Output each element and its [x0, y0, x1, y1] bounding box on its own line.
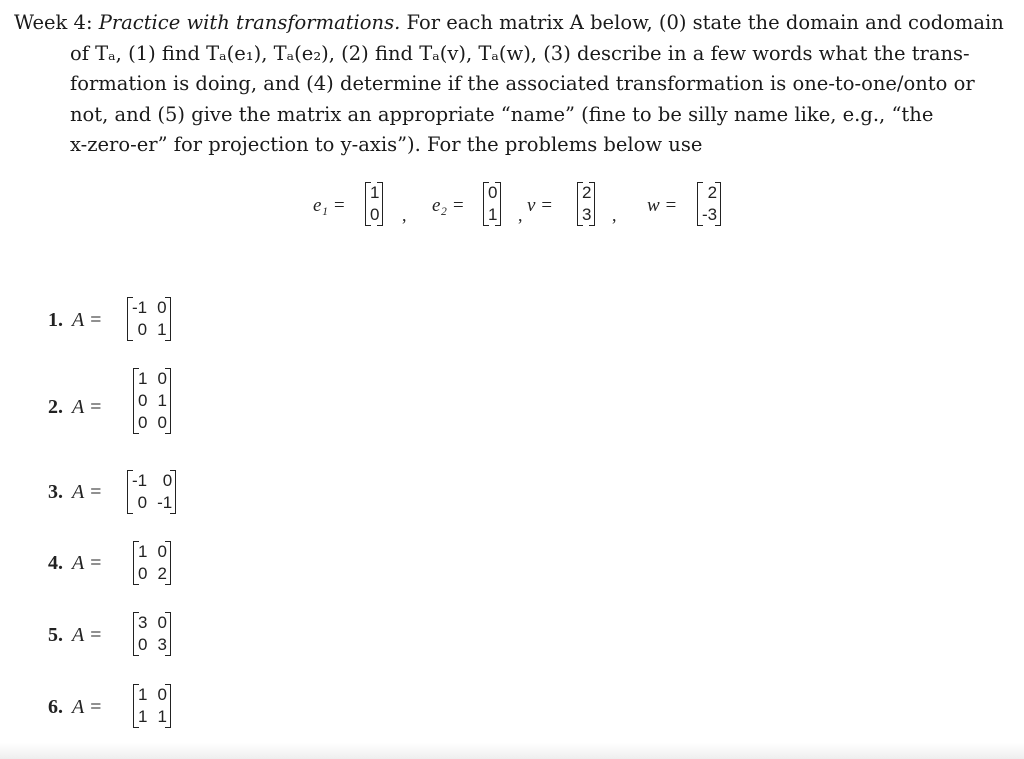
- matrix-entry: 1: [488, 205, 498, 224]
- problem-5: [48, 624, 102, 647]
- matrix-entry: 0: [157, 298, 167, 317]
- matrix-entry: 3: [157, 635, 167, 654]
- matrix-label: A =: [72, 696, 103, 718]
- v-vector: [577, 182, 595, 226]
- week-label: Week 4:: [14, 11, 93, 34]
- problem-4-matrix: [133, 541, 171, 585]
- matrix-entry: 1: [370, 183, 380, 202]
- problem-1-matrix: [127, 297, 171, 341]
- instructions-paragraph: [14, 8, 1004, 161]
- matrix-entry: 0: [162, 471, 173, 490]
- matrix-entry: 0: [138, 413, 148, 432]
- matrix-entry: 0: [138, 391, 148, 410]
- problem-5-matrix: [133, 612, 171, 656]
- instructions-line-1: Week 4: Practice with transformations. For each matrix A below, (0) state the domain and codomain: [14, 11, 1004, 34]
- e2-label: e₂ =: [432, 195, 465, 216]
- problem-3: [48, 481, 102, 504]
- instructions-line-5: x-zero-er” for projection to y-axis”). For the problems below use: [70, 133, 703, 156]
- w-label: w =: [647, 195, 678, 216]
- matrix-entry: -1: [132, 471, 148, 490]
- matrix-entry: 1: [157, 391, 167, 410]
- matrix-label: A =: [72, 309, 103, 331]
- matrix-entry: 0: [370, 205, 380, 224]
- matrix-entry: 0: [137, 493, 148, 512]
- separator-comma: ,: [612, 205, 617, 225]
- matrix-entry: 0: [488, 183, 498, 202]
- problem-2-matrix: [133, 368, 171, 434]
- matrix-entry: 0: [157, 542, 167, 561]
- matrix-entry: -1: [157, 493, 173, 512]
- problem-6: [48, 696, 102, 719]
- matrix-label: A =: [72, 552, 103, 574]
- matrix-entry: 2: [157, 564, 167, 583]
- problem-6-matrix: [133, 684, 171, 728]
- e2-vector: [483, 182, 501, 226]
- matrix-label: A =: [72, 624, 103, 646]
- matrix-entry: 0: [157, 685, 167, 704]
- v-label: v =: [527, 195, 554, 216]
- section-title: Practice with transformations.: [98, 11, 401, 34]
- matrix-entry: -1: [132, 298, 148, 317]
- matrix-entry: 0: [157, 613, 167, 632]
- matrix-entry: 1: [138, 369, 148, 388]
- matrix-entry: 1: [157, 320, 167, 339]
- page-bottom-edge: [0, 743, 1024, 759]
- instructions-line-2: of Tₐ, (1) find Tₐ(e₁), Tₐ(e₂), (2) find Tₐ(v), Tₐ(w), (3) describe in a few words what the trans-: [70, 41, 970, 65]
- matrix-entry: 0: [157, 413, 167, 432]
- problem-4: [48, 552, 102, 575]
- matrix-entry: 0: [138, 635, 148, 654]
- instructions-line-3: formation is doing, and (4) determine if the associated transformation is one-to-one/onto or: [70, 72, 975, 95]
- problem-number: 4.: [48, 552, 63, 574]
- separator-comma: ,: [518, 205, 523, 225]
- instructions-line-4: not, and (5) give the matrix an appropriate “name” (fine to be silly name like, e.g., “the: [70, 102, 934, 126]
- matrix-entry: 0: [137, 320, 148, 339]
- matrix-entry: 1: [138, 685, 148, 704]
- matrix-entry: 2: [582, 183, 592, 202]
- matrix-entry: 3: [138, 613, 148, 632]
- matrix-entry: 0: [157, 369, 167, 388]
- matrix-entry: 1: [138, 542, 148, 561]
- matrix-entry: -3: [702, 205, 718, 224]
- problem-1: [48, 309, 102, 332]
- matrix-entry: 0: [138, 564, 148, 583]
- problem-number: 2.: [48, 396, 63, 418]
- matrix-entry: 1: [157, 707, 167, 726]
- problem-3-matrix: [127, 470, 176, 514]
- e1-vector: [365, 182, 383, 226]
- problem-number: 3.: [48, 481, 63, 503]
- problem-number: 5.: [48, 624, 63, 646]
- w-vector: [697, 182, 721, 226]
- e1-label: e₁ =: [313, 195, 346, 216]
- matrix-entry: 3: [582, 205, 592, 224]
- matrix-label: A =: [72, 481, 103, 503]
- problem-number: 6.: [48, 696, 63, 718]
- problem-2: [48, 396, 102, 419]
- matrix-label: A =: [72, 396, 103, 418]
- problem-number: 1.: [48, 309, 63, 331]
- matrix-entry: 2: [707, 183, 718, 202]
- matrix-entry: 1: [138, 707, 148, 726]
- separator-comma: ,: [402, 205, 407, 225]
